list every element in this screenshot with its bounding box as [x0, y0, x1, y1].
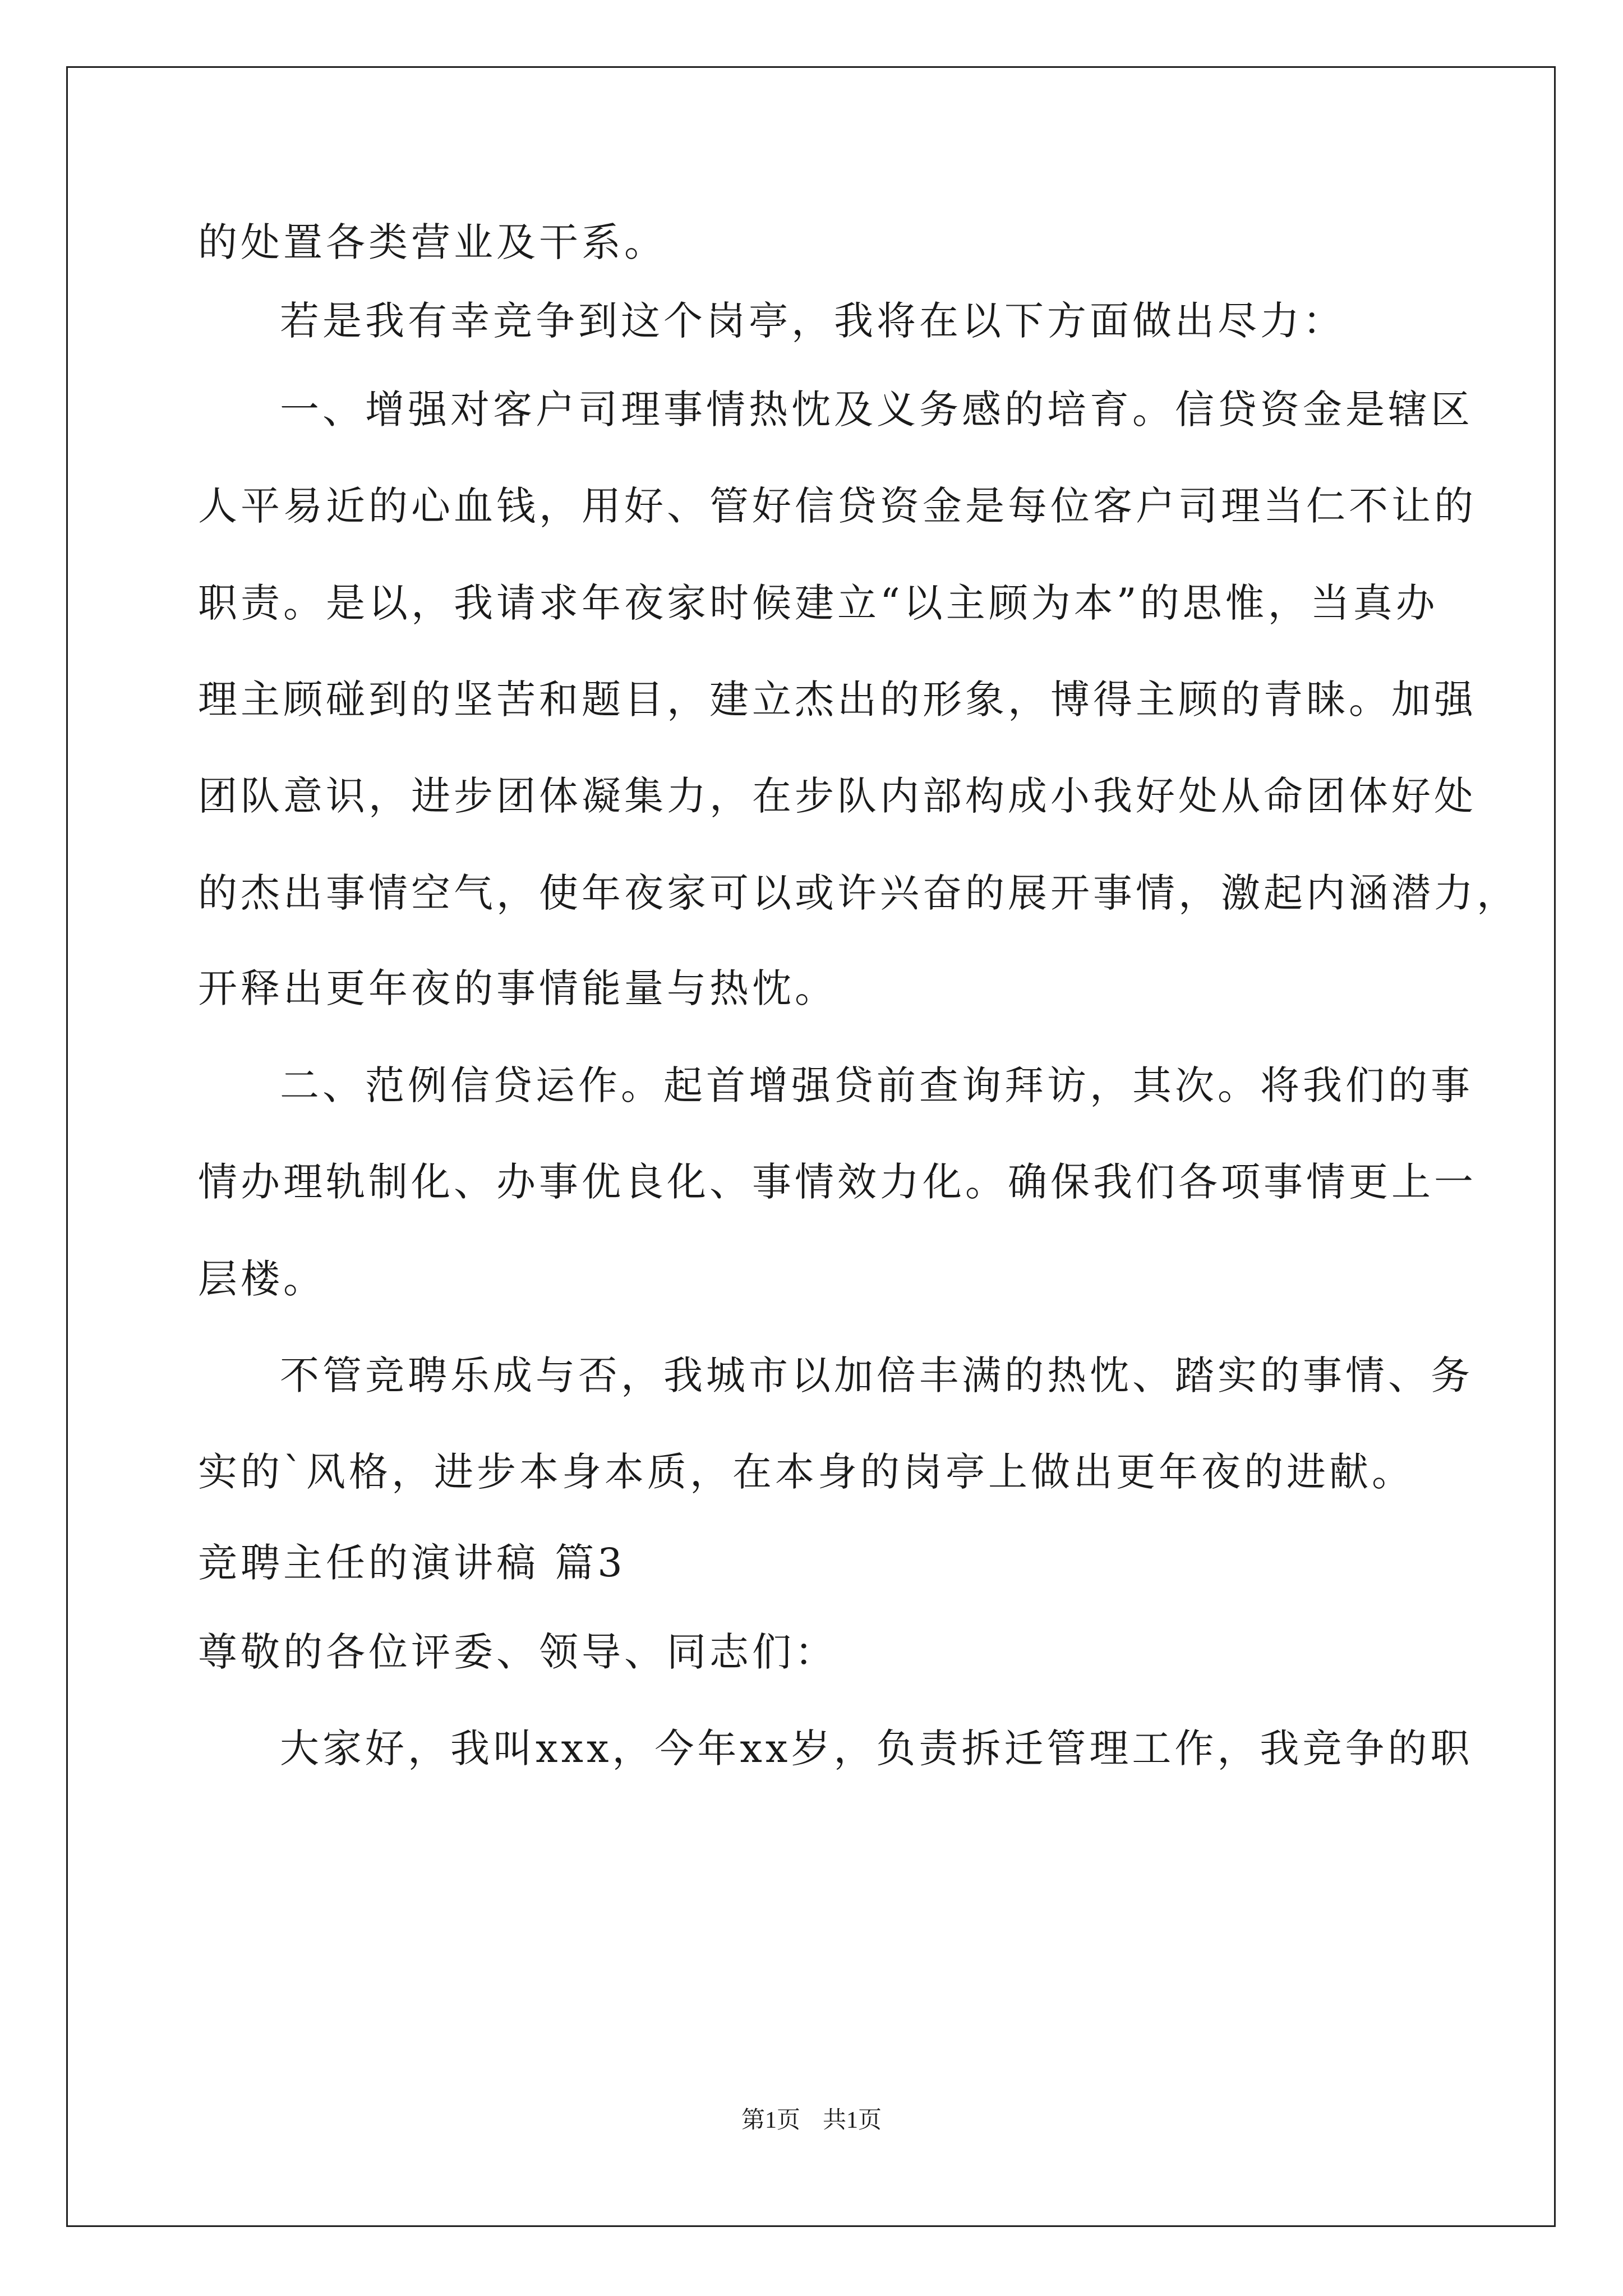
- text-line-9: 开释出更年夜的事情能量与热忱。: [198, 965, 837, 1011]
- text-line-6: 理主顾碰到的坚苦和题目，建立杰出的形象，博得主顾的青睐。加强: [198, 677, 1477, 723]
- text-line-4: 人平易近的心血钱，用好、管好信贷资金是每位客户司理当仁不让的: [198, 483, 1477, 529]
- text-line-1: 的处置各类营业及干系。: [198, 219, 667, 265]
- text-line-11: 情办理轨制化、办事优良化、事情效力化。确保我们各项事情更上一: [198, 1159, 1477, 1205]
- salutation: 尊敬的各位评委、领导、同志们：: [198, 1629, 837, 1675]
- text-line-14: 实的`风格，进步本身本质，在本身的岗亭上做出更年夜的进献。: [198, 1449, 1414, 1495]
- text-line-12: 层楼。: [198, 1256, 326, 1302]
- section-heading: 竞聘主任的演讲稿 篇3: [198, 1540, 626, 1586]
- page-total: 共1页: [823, 2108, 882, 2133]
- text-line-8: 的杰出事情空气，使年夜家可以或许兴奋的展开事情，激起内涵潜力，: [198, 870, 1519, 916]
- page-number: 第1页: [741, 2108, 800, 2133]
- text-line-13: 不管竞聘乐成与否，我城市以加倍丰满的热忱、踏实的事情、务: [280, 1352, 1473, 1398]
- text-line-10: 二、范例信贷运作。起首增强贷前查询拜访，其次。将我们的事: [280, 1062, 1473, 1108]
- text-line-5: 职责。是以，我请求年夜家时候建立“以主顾为本”的思惟，当真办: [198, 580, 1438, 626]
- text-line-7: 团队意识，进步团体凝集力，在步队内部构成小我好处从命团体好处: [198, 773, 1477, 819]
- text-line-3: 一、增强对客户司理事情热忱及义务感的培育。信贷资金是辖区: [280, 386, 1473, 432]
- text-line-17: 大家好，我叫xxx，今年xx岁，负责拆迁管理工作，我竞争的职: [280, 1726, 1473, 1772]
- page-footer: [0, 2106, 1623, 2134]
- text-line-2: 若是我有幸竞争到这个岗亭，我将在以下方面做出尽力：: [280, 298, 1345, 344]
